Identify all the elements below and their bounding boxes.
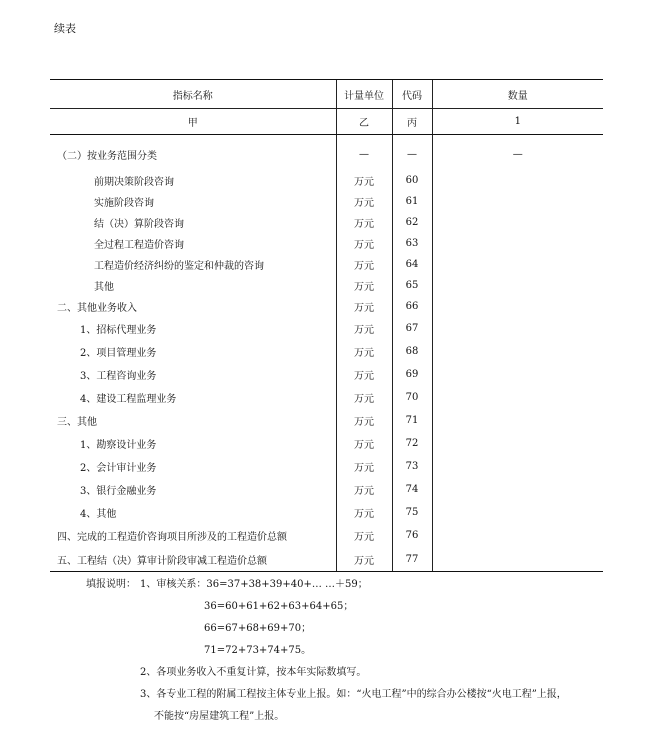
indicator-name-cell: 1、勘察设计业务 <box>80 440 157 451</box>
unit-cell: 万元 <box>336 547 392 572</box>
code-cell: 62 <box>392 212 432 233</box>
subheader-unit: 乙 <box>336 109 392 135</box>
table-row <box>50 501 603 524</box>
code-cell: 74 <box>392 478 432 501</box>
table-row <box>50 547 603 572</box>
indicator-name-cell: 2、会计审计业务 <box>80 463 157 474</box>
quantity-cell <box>432 212 603 233</box>
table-row <box>50 296 603 317</box>
indicator-name-cell: 结（决）算阶段咨询 <box>94 219 184 230</box>
unit-cell: 万元 <box>336 432 392 455</box>
unit-cell: 万元 <box>336 409 392 432</box>
code-cell: 61 <box>392 191 432 212</box>
table-row <box>50 340 603 363</box>
table-row <box>50 524 603 547</box>
unit-cell: 万元 <box>336 501 392 524</box>
quantity-cell <box>432 296 603 317</box>
table-row <box>50 317 603 340</box>
table-row <box>50 386 603 409</box>
code-cell: 67 <box>392 317 432 340</box>
quantity-cell <box>432 275 603 296</box>
table-row <box>50 363 603 386</box>
table-row <box>50 478 603 501</box>
note-line: 1、审核关系：36=37+38+39+40+… …＋59； <box>140 579 368 590</box>
table-row <box>50 409 603 432</box>
indicator-name-cell: 工程造价经济纠纷的鉴定和仲裁的咨询 <box>94 261 264 272</box>
subheader-quantity: 1 <box>432 109 603 135</box>
indicator-name-cell: 全过程工程造价咨询 <box>94 240 184 251</box>
table-row <box>50 254 603 275</box>
quantity-cell <box>432 409 603 432</box>
indicator-name-cell: 4、其他 <box>80 509 117 520</box>
note-line: 36=60+61+62+63+64+65； <box>204 601 354 612</box>
indicator-name-cell: 前期决策阶段咨询 <box>94 177 174 188</box>
indicator-name-cell: 二、其他业务收入 <box>57 303 137 314</box>
notes-lead: 填报说明： <box>86 579 136 590</box>
table-row <box>50 212 603 233</box>
unit-cell: 万元 <box>336 340 392 363</box>
note-line: 3、各专业工程的附属工程按主体专业上报。如：“火电工程”中的综合办公楼按“火电工程”上报， <box>140 689 567 700</box>
quantity-cell <box>432 170 603 191</box>
indicator-name-cell: 2、项目管理业务 <box>80 348 157 359</box>
unit-cell: — <box>336 135 392 171</box>
quantity-cell <box>432 317 603 340</box>
unit-cell: 万元 <box>336 212 392 233</box>
quantity-cell <box>432 233 603 254</box>
unit-cell: 万元 <box>336 455 392 478</box>
code-cell: 71 <box>392 409 432 432</box>
note-line: 2、各项业务收入不重复计算，按本年实际数填写。 <box>140 667 367 678</box>
code-cell: 70 <box>392 386 432 409</box>
table-row <box>50 432 603 455</box>
indicator-name-cell: 1、招标代理业务 <box>80 325 157 336</box>
note-line: 不能按“房屋建筑工程”上报。 <box>154 711 285 722</box>
table-row <box>50 135 603 171</box>
unit-cell: 万元 <box>336 524 392 547</box>
unit-cell: 万元 <box>336 478 392 501</box>
unit-cell: 万元 <box>336 254 392 275</box>
code-cell: 69 <box>392 363 432 386</box>
indicator-name-cell: 实施阶段咨询 <box>94 198 154 209</box>
indicator-name-cell: 四、完成的工程造价咨询项目所涉及的工程造价总额 <box>57 532 287 543</box>
header-code: 代码 <box>392 80 432 109</box>
indicator-name-cell: 三、其他 <box>57 417 97 428</box>
note-line: 71=72+73+74+75。 <box>204 645 312 656</box>
quantity-cell <box>432 340 603 363</box>
statistics-table <box>50 79 603 572</box>
quantity-cell <box>432 455 603 478</box>
code-cell: 76 <box>392 524 432 547</box>
code-cell: 68 <box>392 340 432 363</box>
quantity-cell <box>432 432 603 455</box>
code-cell: 72 <box>392 432 432 455</box>
subheader-row <box>50 109 603 135</box>
table-row <box>50 170 603 191</box>
note-line: 66=67+68+69+70； <box>204 623 312 634</box>
code-cell: 75 <box>392 501 432 524</box>
quantity-cell <box>432 386 603 409</box>
quantity-cell <box>432 363 603 386</box>
code-cell: 77 <box>392 547 432 572</box>
unit-cell: 万元 <box>336 296 392 317</box>
table-row <box>50 191 603 212</box>
continued-label: 续表 <box>54 22 76 35</box>
unit-cell: 万元 <box>336 363 392 386</box>
quantity-cell <box>432 478 603 501</box>
table-row <box>50 275 603 296</box>
unit-cell: 万元 <box>336 170 392 191</box>
indicator-name-cell: 3、银行金融业务 <box>80 486 157 497</box>
unit-cell: 万元 <box>336 386 392 409</box>
unit-cell: 万元 <box>336 317 392 340</box>
code-cell: 66 <box>392 296 432 317</box>
code-cell: 63 <box>392 233 432 254</box>
indicator-name-cell: 其他 <box>94 282 114 293</box>
header-quantity: 数量 <box>432 80 603 109</box>
code-cell: 73 <box>392 455 432 478</box>
quantity-cell <box>432 547 603 572</box>
indicator-name-cell: （二）按业务范围分类 <box>57 151 157 162</box>
quantity-cell: — <box>432 135 603 171</box>
header-row <box>50 80 603 109</box>
subheader-indicator-name: 甲 <box>50 109 336 135</box>
header-indicator-name: 指标名称 <box>50 80 336 109</box>
indicator-name-cell: 4、建设工程监理业务 <box>80 394 177 405</box>
table-row <box>50 233 603 254</box>
quantity-cell <box>432 524 603 547</box>
indicator-name-cell: 五、工程结（决）算审计阶段审减工程造价总额 <box>50 547 336 572</box>
unit-cell: 万元 <box>336 191 392 212</box>
quantity-cell <box>432 191 603 212</box>
header-unit: 计量单位 <box>336 80 392 109</box>
table-row <box>50 455 603 478</box>
quantity-cell <box>432 254 603 275</box>
subheader-code: 丙 <box>392 109 432 135</box>
code-cell: 64 <box>392 254 432 275</box>
code-cell: — <box>392 135 432 171</box>
code-cell: 65 <box>392 275 432 296</box>
unit-cell: 万元 <box>336 275 392 296</box>
quantity-cell <box>432 501 603 524</box>
unit-cell: 万元 <box>336 233 392 254</box>
indicator-name-cell: 3、工程咨询业务 <box>80 371 157 382</box>
table-body <box>50 135 603 572</box>
code-cell: 60 <box>392 170 432 191</box>
